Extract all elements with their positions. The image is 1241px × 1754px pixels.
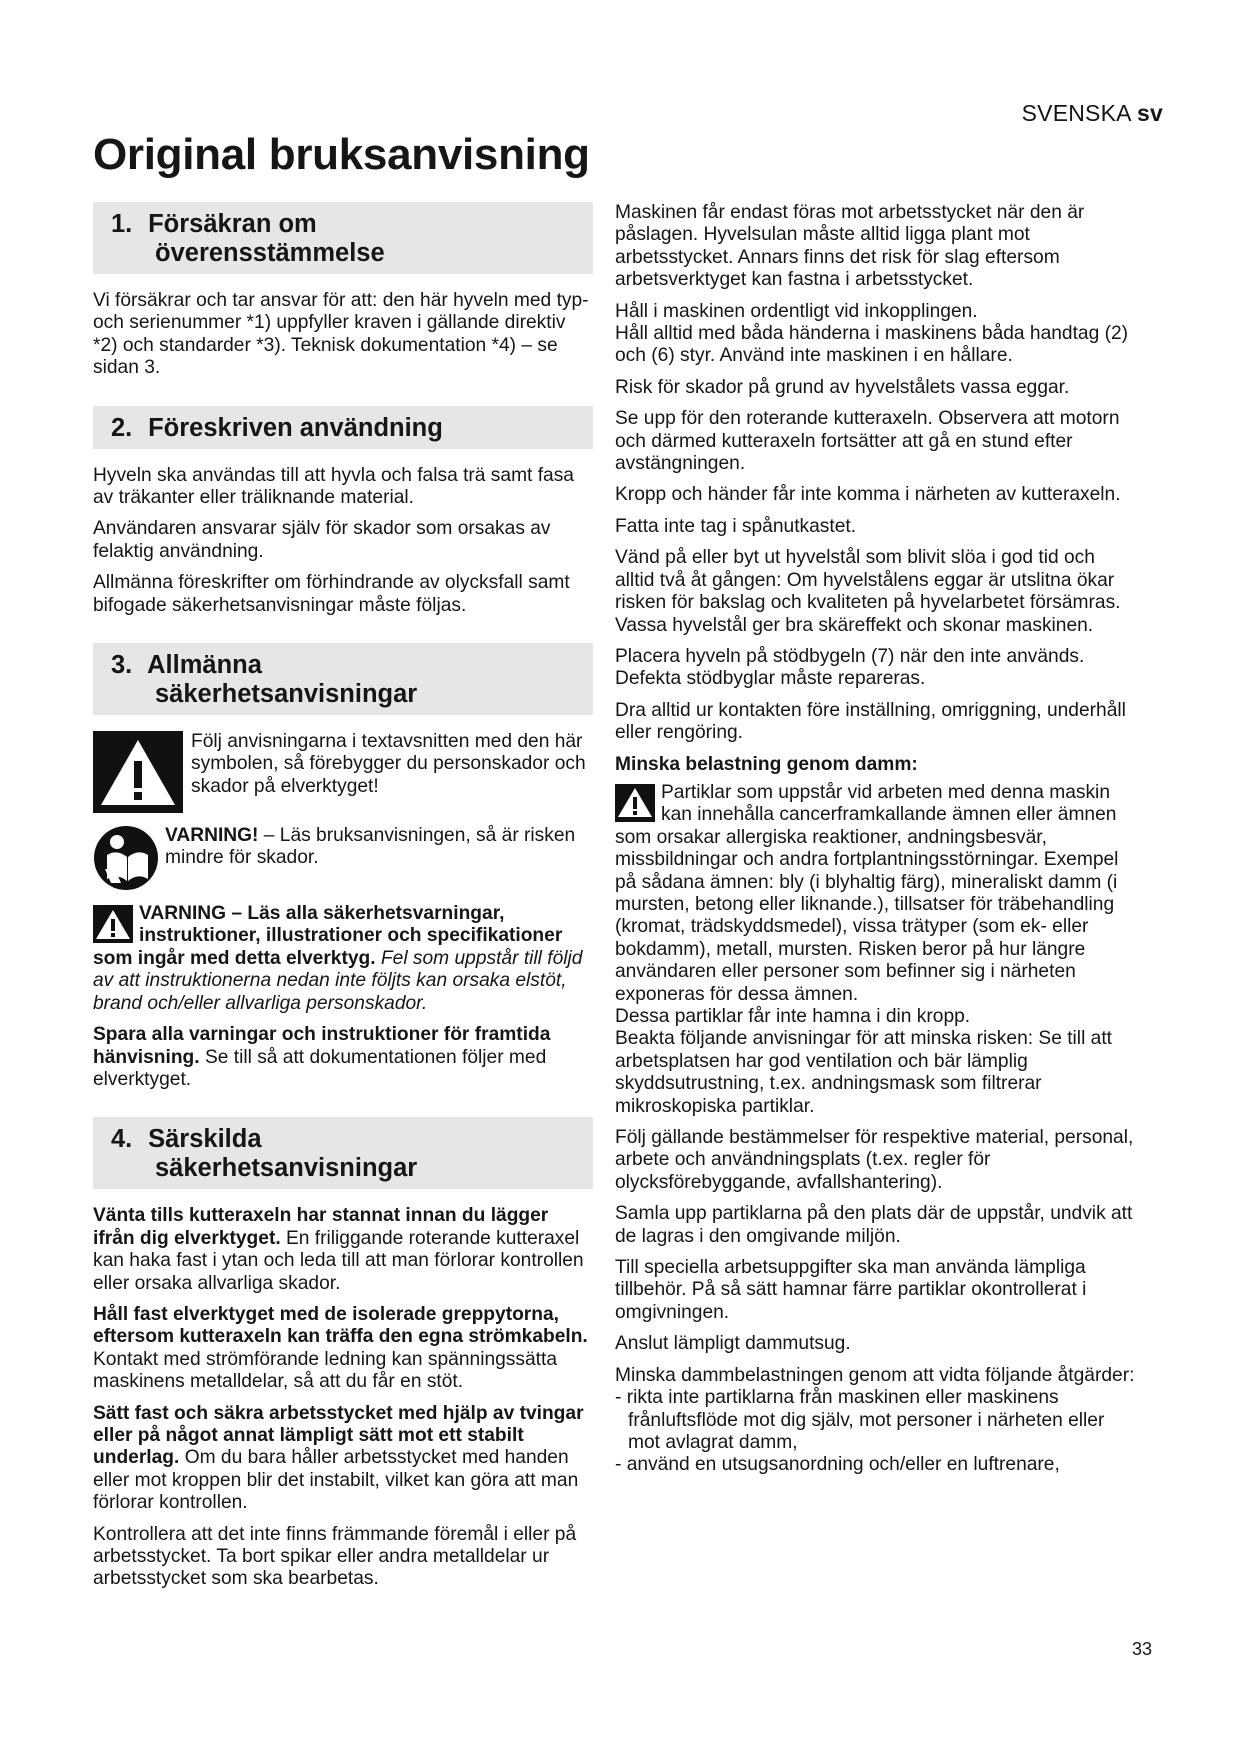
dust-warning-block: [615, 782, 1135, 1006]
section-number: 3.: [111, 651, 133, 680]
page-number: 33: [1132, 1639, 1153, 1659]
right-text: Håll i maskinen ordentligt vid inkopplingen.: [615, 300, 978, 322]
section-1-text: Vi försäkrar och tar ansvar för att: den här hyveln med typ- och serienummer *1) uppfyller kraven i gällande direktiv *2) och standarder *3). Teknisk dokumentation *4) – se sidan 3.: [93, 290, 589, 379]
read-manual-icon: [93, 825, 159, 891]
section-2-text: Allmänna föreskrifter om förhindrande av olycksfall samt bifogade säkerhetsanvisningar måste följas.: [93, 572, 570, 616]
section-4-text: Om du bara håller arbetsstycket med handen eller mot kroppen blir det instabilt, vilket kan göra att man förlorar kontrollen.: [93, 1447, 579, 1514]
section-title-line2: säkerhetsanvisningar: [155, 680, 418, 709]
section-number: 4.: [111, 1125, 133, 1154]
right-paragraph: Fatta inte tag i spånutkastet.: [615, 515, 857, 537]
page-title: Original bruksanvisning: [93, 130, 590, 179]
dust-heading-text: Minska belastning genom damm:: [615, 753, 918, 775]
language-label: [1022, 100, 1163, 127]
varning-text: – Läs bruksanvisningen, så är risken mindre för skador.: [165, 825, 576, 869]
warning-triangle-icon: [93, 905, 133, 943]
list-item: - använd en utsugsanordning och/eller en luftrenare,: [615, 1454, 1060, 1476]
section-4-paragraph: [93, 1205, 593, 1295]
save-instructions-bold: Spara alla varningar och instruktioner för framtida hänvisning.: [93, 1024, 551, 1068]
right-paragraph: Maskinen får endast föras mot arbetsstycket när den är påslagen. Hyvelsulan måste alltid ligga plant mot arbetsstycket. Annars finns det risk för slag eftersom arbetsverktyget kan fastna i arbetsstycket.: [615, 202, 1085, 291]
section-title-line2: överensstämmelse: [155, 239, 385, 267]
section-1-heading: [93, 202, 593, 274]
dust-heading: [615, 754, 1135, 776]
section-2-text: Hyveln ska användas till att hyvla och falsa trä samt fasa av träkanter eller träliknande material.: [93, 464, 574, 509]
section-4-bold: Vänta tills kutteraxeln har stannat innan du lägger ifrån dig elverktyget.: [93, 1205, 549, 1249]
section-number: 1.: [111, 210, 133, 238]
right-paragraph: Dra alltid ur kontakten före inställning, omriggning, underhåll eller rengöring.: [615, 699, 1126, 744]
language-name: SVENSKA: [1021, 100, 1131, 126]
left-column: [93, 202, 593, 1600]
right-paragraph: Dessa partiklar får inte hamna i din kropp.: [615, 1006, 971, 1027]
section-3-heading: [93, 643, 593, 715]
read-manual-note: [93, 825, 593, 891]
section-4-bold: Håll fast elverktyget med de isolerade greppytorna, eftersom kutteraxeln kan träffa den egna strömkabeln.: [93, 1303, 588, 1348]
section-2-heading: [93, 406, 593, 449]
section-title-line2: säkerhetsanvisningar: [155, 1154, 418, 1183]
warning-triangle-icon: [615, 784, 655, 822]
section-2-text: Användaren ansvarar själv för skador som orsakas av felaktig användning.: [93, 518, 551, 562]
right-text: Håll alltid med båda händerna i maskinens båda handtag (2) och (6) styr. Använd inte maskinen i en hållare.: [615, 323, 1129, 367]
right-paragraph: Risk för skador på grund av hyvelstålets vassa eggar.: [615, 376, 1070, 398]
section-number: 2.: [111, 413, 133, 442]
general-warning-italic: Fel som uppstår till följd av att instruktionerna nedan inte följts kan orsaka elstöt, brand och/eller allvarliga personskador.: [93, 947, 583, 1014]
section-4-bold: Sätt fast och säkra arbetsstycket med hjälp av tvingar eller på något annat lämpligt sätt mot ett stabilt underlag.: [93, 1402, 584, 1469]
right-paragraph: Samla upp partiklarna på den plats där de uppstår, undvik att de lagras i den omgivande miljön.: [615, 1203, 1133, 1247]
warning-symbol-note: [93, 731, 593, 813]
section-title-line1: Föreskriven användning: [148, 413, 443, 442]
right-paragraph: Följ gällande bestämmelser för respektive material, personal, arbete och användningsplats (t.ex. regler för olycksförebyggande, avfallshantering).: [615, 1127, 1134, 1193]
section-4-text: En friliggande roterande kutteraxel kan haka fast i ytan och leda till att man förlorar kontrollen eller orsaka allvarliga skador.: [93, 1227, 584, 1294]
section-4-text: Kontakt med strömförande ledning kan spänningssätta maskinens metalldelar, så att du får en stöt.: [93, 1348, 557, 1393]
section-4-paragraph: [93, 1304, 593, 1394]
right-paragraph: Placera hyveln på stödbygeln (7) när den inte används. Defekta stödbyglar måste repareras.: [615, 645, 1085, 690]
right-paragraph: Beakta följande anvisningar för att minska risken: Se till att arbetsplatsen har god ventilation och bär lämplig skyddsutrustning, t.ex. andningsmask som filtrerar mikroskopiska partiklar.: [615, 1028, 1112, 1117]
save-instructions-text: Se till så att dokumentationen följer med elverktyget.: [93, 1046, 547, 1090]
right-paragraph: Till speciella arbetsuppgifter ska man använda lämpliga tillbehör. På så sätt hamnar färre partiklar okontrollerat i omgivningen.: [615, 1257, 1087, 1323]
dust-warning-text: Partiklar som uppstår vid arbeten med denna maskin kan innehålla cancerframkallande ämnen eller ämnen som orsakar allergiska reaktioner, andningsbesvär, missbildningar och andra fortplantningsstörningar. Exempel på sådana ämnen: bly (i blyhaltig färg), mineraliskt damm (i mursten, betong eller liknande.), tillsatser för träbehandling (kromat, trädskyddsmedel), vissa trätyper (som ek- eller bokdamm), metall, mursten. Risken beror på hur längre användaren eller personer som befinner sig i närheten exponeras för dessa ämnen.: [615, 781, 1119, 1005]
warning-symbol-text: Följ anvisningarna i textavsnitten med den här symbolen, så förebygger du personskador och skador på elverktyget!: [191, 731, 586, 797]
right-column: [615, 202, 1135, 1477]
section-4-heading: [93, 1117, 593, 1189]
right-paragraph: Kropp och händer får inte komma i närheten av kutteraxeln.: [615, 484, 1121, 506]
right-paragraph: Anslut lämpligt dammutsug.: [615, 1333, 851, 1355]
right-paragraph: [615, 301, 1135, 368]
right-paragraph: Se upp för den roterande kutteraxeln. Observera att motorn och därmed kutteraxeln fortsätter att gå en stund efter avstängningen.: [615, 408, 1120, 475]
warning-triangle-icon: [93, 731, 183, 813]
section-4-paragraph: Kontrollera att det inte finns främmande föremål i eller på arbetsstycket. Ta bort spikar eller andra metalldelar ur arbetsstycket som ska bearbetas.: [93, 1523, 577, 1590]
save-instructions: [93, 1024, 593, 1091]
language-code: sv: [1137, 100, 1163, 126]
varning-label: VARNING!: [165, 825, 259, 847]
right-paragraph: Vänd på eller byt ut hyvelstål som blivit slöa i god tid och alltid två åt gången: Om hyvelstålens eggar är utslitna ökar risken för bakslag och kvaliteten på hyvelarbetet försämras. Vassa hyvelstål ger bra skäreffekt och skonar maskinen.: [615, 547, 1121, 636]
general-warning-block: [93, 903, 593, 1015]
right-paragraph: Minska dammbelastningen genom att vidta följande åtgärder:: [615, 1364, 1135, 1386]
list-item: - rikta inte partiklarna från maskinen eller maskinens frånluftsflöde mot dig själv, mot personer i närheten eller mot avlagrat damm,: [615, 1387, 1105, 1453]
section-title-line1: Försäkran om: [148, 210, 317, 238]
general-warning-bold: VARNING – Läs alla säkerhetsvarningar, instruktioner, illustrationer och specifikationer som ingår med detta elverktyg.: [93, 903, 563, 969]
section-title-line1: Särskilda: [148, 1125, 262, 1154]
section-title-line1: Allmänna: [147, 651, 262, 680]
section-4-paragraph: [93, 1403, 593, 1515]
